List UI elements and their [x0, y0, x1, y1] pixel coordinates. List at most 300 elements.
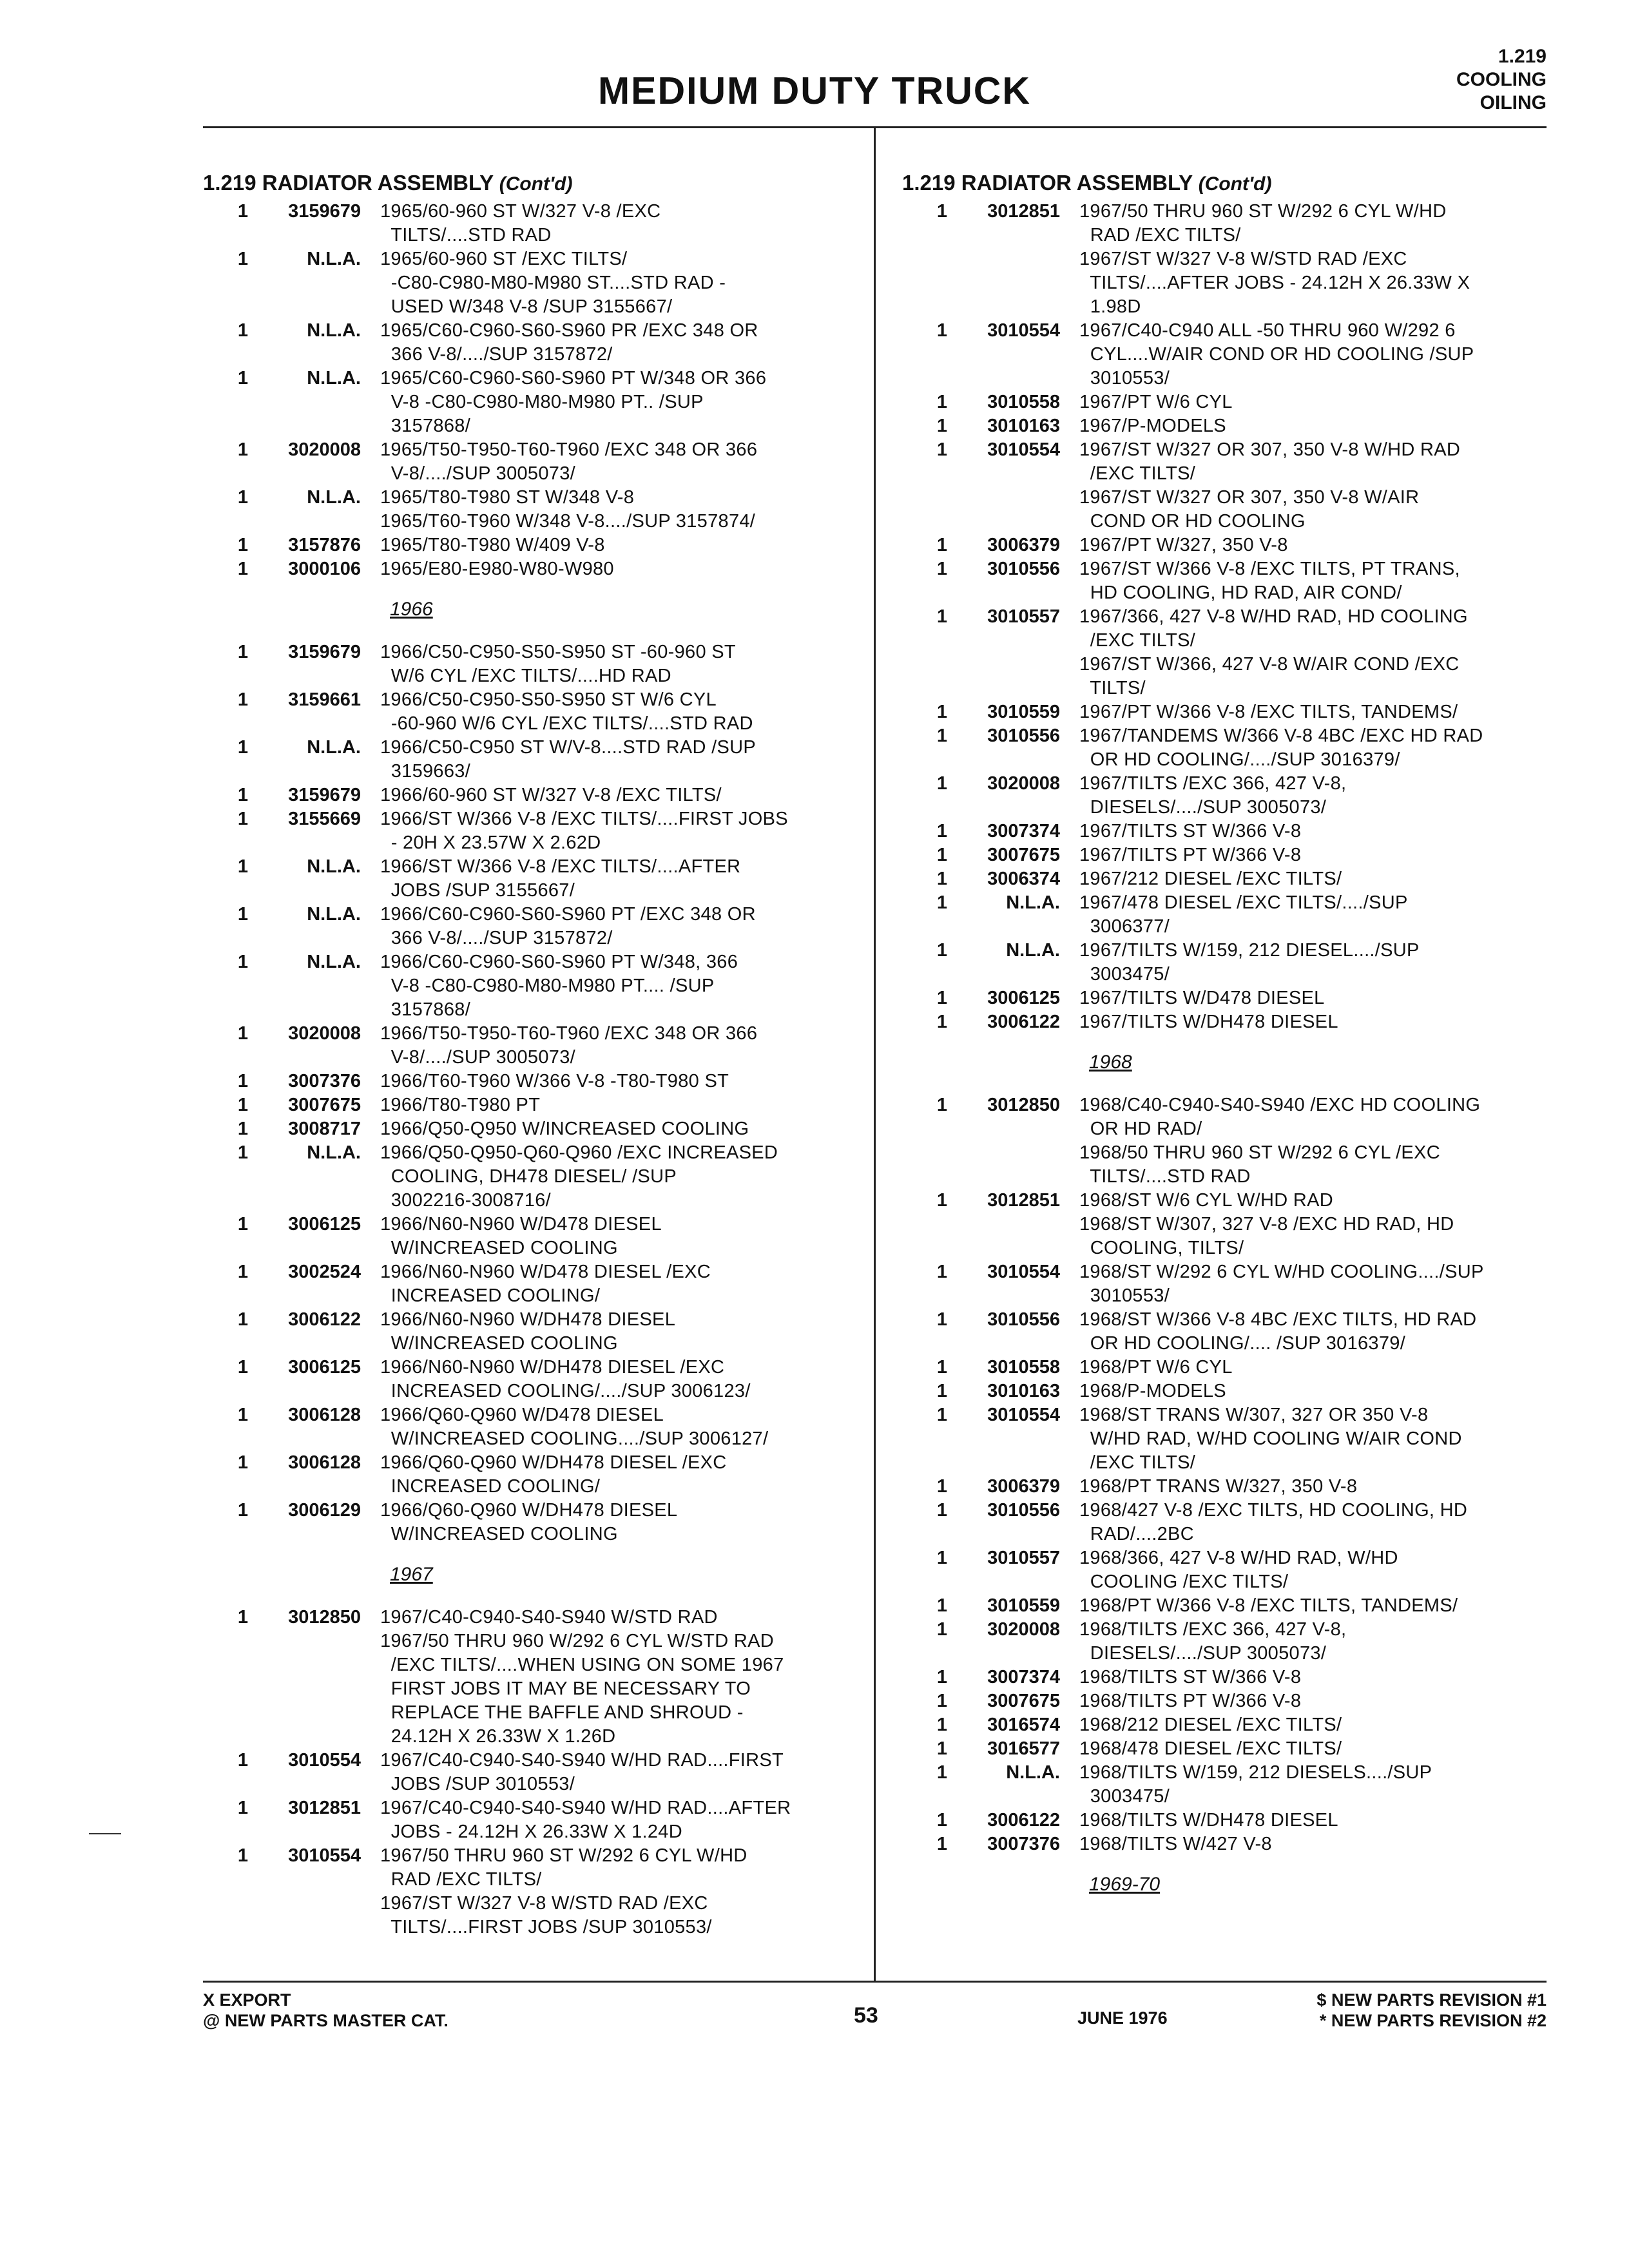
footer-legend-right [1316, 1990, 1547, 2031]
entry-part-number: 3007376 [987, 1834, 1060, 1854]
entry-description [380, 640, 860, 688]
entry-part-number: 3006125 [288, 1214, 361, 1235]
entry-part-number: 3006129 [288, 1500, 361, 1521]
entry-part-number: 3010554 [987, 1262, 1060, 1282]
description-line: 1966/C50-C950 ST W/V-8....STD RAD /SUP [380, 737, 757, 758]
description-line: 1967/P-MODELS [1079, 416, 1226, 436]
description-line: TILTS/....FIRST JOBS /SUP 3010553/ [380, 1917, 712, 1937]
entry-part-number: 3012851 [987, 1190, 1060, 1211]
description-line: 1968/ST W/307, 327 V-8 /EXC HD RAD, HD [1079, 1214, 1454, 1235]
description-line: OR HD COOLING/..../SUP 3016379/ [1079, 749, 1400, 770]
entry-description [1079, 1499, 1559, 1546]
entry-description [1079, 724, 1559, 772]
entry-quantity: 1 [237, 201, 248, 222]
description-line: 1967/ST W/327 V-8 W/STD RAD /EXC [1079, 249, 1407, 269]
entry-quantity: 1 [237, 368, 248, 389]
entry-quantity: 1 [936, 1262, 947, 1282]
part-entry [203, 688, 860, 736]
part-entry [902, 939, 1559, 986]
entry-description [1079, 557, 1559, 605]
entry-description [1079, 1809, 1559, 1832]
entry-description [1079, 891, 1559, 939]
footer-revision-2: * NEW PARTS REVISION #2 [1319, 2011, 1547, 2030]
description-line: 1968/PT W/6 CYL [1079, 1357, 1233, 1378]
description-line: 1968/TILTS W/159, 212 DIESELS..../SUP [1079, 1762, 1432, 1783]
description-line: V-8/..../SUP 3005073/ [380, 1047, 576, 1068]
description-line: 1968/ST W/366 V-8 4BC /EXC TILTS, HD RAD [1079, 1309, 1477, 1330]
entry-part-number: 3020008 [288, 1023, 361, 1044]
entry-quantity: 1 [237, 439, 248, 460]
description-line: 1967/TILTS PT W/366 V-8 [1079, 845, 1302, 865]
part-entry [902, 1761, 1559, 1809]
entry-quantity: 1 [936, 320, 947, 341]
description-line: 1968/212 DIESEL /EXC TILTS/ [1079, 1715, 1342, 1735]
part-entry [902, 533, 1559, 557]
entry-description [380, 1844, 860, 1939]
description-line: 24.12H X 26.33W X 1.26D [380, 1726, 616, 1747]
part-entry [902, 891, 1559, 939]
right-heading-note: (Cont'd) [1198, 173, 1272, 195]
description-line: COOLING, TILTS/ [1079, 1238, 1244, 1258]
entry-quantity: 1 [936, 1405, 947, 1425]
entry-quantity: 1 [237, 642, 248, 662]
description-line: 1967/50 THRU 960 ST W/292 6 CYL W/HD [380, 1845, 747, 1866]
part-entry [902, 772, 1559, 820]
description-line: 1967/PT W/327, 350 V-8 [1079, 535, 1288, 555]
entry-part-number: 3010554 [987, 439, 1060, 460]
part-entry [203, 950, 860, 1022]
left-column [203, 166, 860, 1939]
right-section-heading [902, 166, 1559, 200]
entry-quantity: 1 [936, 1762, 947, 1783]
description-line: 1967/TILTS W/159, 212 DIESEL..../SUP [1079, 940, 1420, 961]
part-entry [902, 986, 1559, 1010]
description-line: 1966/ST W/366 V-8 /EXC TILTS/....FIRST JOBS [380, 809, 788, 829]
entry-part-number: 3016577 [987, 1738, 1060, 1759]
description-line: 1966/T80-T980 PT [380, 1095, 541, 1115]
entry-part-number: 3020008 [987, 773, 1060, 794]
page-number: 53 [854, 2003, 878, 2028]
description-line: V-8 -C80-C980-M80-M980 PT.. /SUP [380, 392, 704, 412]
entry-description [380, 1308, 860, 1356]
entry-description [380, 1117, 860, 1141]
description-line: 3157868/ [380, 999, 471, 1020]
entry-quantity: 1 [237, 535, 248, 555]
description-line: 1965/T80-T980 ST W/348 V-8 [380, 487, 635, 508]
entry-description [380, 783, 860, 807]
description-line: W/6 CYL /EXC TILTS/....HD RAD [380, 666, 671, 686]
entry-part-number: 3010556 [987, 1309, 1060, 1330]
part-entry [902, 438, 1559, 533]
entry-quantity: 1 [936, 702, 947, 722]
entry-description [380, 200, 860, 247]
entry-description [380, 1022, 860, 1070]
part-entry [902, 1832, 1559, 1856]
entry-description [380, 903, 860, 950]
entry-quantity: 1 [936, 559, 947, 579]
description-line: 1967/C40-C940-S40-S940 W/HD RAD....FIRST [380, 1750, 784, 1771]
part-entry [902, 1499, 1559, 1546]
entry-quantity: 1 [936, 1738, 947, 1759]
description-line: TILTS/....AFTER JOBS - 24.12H X 26.33W X [1079, 273, 1470, 293]
part-entry [902, 557, 1559, 605]
entry-description [1079, 1403, 1559, 1475]
part-entry [203, 533, 860, 557]
description-line: INCREASED COOLING/ [380, 1285, 601, 1306]
entry-part-number: 3000106 [288, 559, 361, 579]
description-line: 1967/TILTS /EXC 366, 427 V-8, [1079, 773, 1347, 794]
description-line: 1966/T60-T960 W/366 V-8 -T80-T980 ST [380, 1071, 729, 1091]
entry-description [1079, 1093, 1559, 1189]
part-entry [203, 486, 860, 533]
entry-description [380, 855, 860, 903]
entry-description [1079, 1546, 1559, 1594]
description-line: W/INCREASED COOLING [380, 1333, 618, 1354]
description-line: V-8 -C80-C980-M80-M980 PT.... /SUP [380, 975, 715, 996]
entry-description [1079, 1737, 1559, 1761]
section-number: 1.219 [1498, 46, 1547, 67]
part-entry [902, 1689, 1559, 1713]
entry-description [1079, 390, 1559, 414]
entry-quantity: 1 [936, 821, 947, 841]
description-line: 1966/Q50-Q950-Q60-Q960 /EXC INCREASED [380, 1142, 778, 1163]
entry-description [380, 1070, 860, 1093]
part-entry [203, 438, 860, 486]
entry-quantity: 1 [237, 1023, 248, 1044]
description-line: RAD/....2BC [1079, 1524, 1194, 1544]
description-line: 1967/478 DIESEL /EXC TILTS/..../SUP [1079, 892, 1408, 913]
entry-quantity: 1 [237, 1500, 248, 1521]
description-line: INCREASED COOLING/ [380, 1476, 601, 1497]
publication-date: JUNE 1976 [1077, 2008, 1168, 2028]
entry-description [380, 688, 860, 736]
description-line: 1966/C50-C950-S50-S950 ST -60-960 ST [380, 642, 736, 662]
entry-part-number: N.L.A. [307, 952, 361, 972]
part-entry [203, 1749, 860, 1796]
entry-description [1079, 319, 1559, 390]
description-line: 1966/C50-C950-S50-S950 ST W/6 CYL [380, 689, 717, 710]
part-entry [203, 1356, 860, 1403]
part-entry [902, 1713, 1559, 1737]
entry-part-number: 3012851 [288, 1798, 361, 1818]
description-line: 1967/PT W/366 V-8 /EXC TILTS, TANDEMS/ [1079, 702, 1458, 722]
entry-quantity: 1 [237, 785, 248, 805]
description-line: 3159663/ [380, 761, 471, 782]
description-line: 1968/427 V-8 /EXC TILTS, HD COOLING, HD [1079, 1500, 1468, 1521]
page-title: MEDIUM DUTY TRUCK [597, 70, 1032, 112]
entry-quantity: 1 [936, 606, 947, 627]
entry-description [1079, 438, 1559, 533]
description-line: W/INCREASED COOLING..../SUP 3006127/ [380, 1428, 769, 1449]
description-line: 1965/C60-C960-S60-S960 PT W/348 OR 366 [380, 368, 767, 389]
year-heading-text: 1967 [390, 1564, 433, 1585]
part-entry [902, 605, 1559, 700]
description-line: 1967/212 DIESEL /EXC TILTS/ [1079, 869, 1342, 889]
entry-description [380, 807, 860, 855]
description-line: W/INCREASED COOLING [380, 1238, 618, 1258]
entry-part-number: 3006128 [288, 1452, 361, 1473]
left-section-heading [203, 166, 860, 200]
entry-part-number: 3006122 [987, 1012, 1060, 1032]
description-line: 1968/TILTS ST W/366 V-8 [1079, 1667, 1302, 1687]
right-column [902, 166, 1559, 1916]
entry-description [1079, 820, 1559, 843]
description-line: 1967/50 THRU 960 ST W/292 6 CYL W/HD [1079, 201, 1447, 222]
description-line: 366 V-8/..../SUP 3157872/ [380, 928, 613, 948]
description-line: HD COOLING, HD RAD, AIR COND/ [1079, 582, 1402, 603]
entry-description [1079, 1010, 1559, 1034]
description-line: 1965/60-960 ST W/327 V-8 /EXC [380, 201, 661, 222]
entry-part-number: 3002524 [288, 1262, 361, 1282]
part-entry [902, 700, 1559, 724]
entry-part-number: N.L.A. [307, 904, 361, 925]
part-entry [902, 1356, 1559, 1379]
part-entry [902, 1010, 1559, 1034]
entry-quantity: 1 [936, 1357, 947, 1378]
entry-description [1079, 700, 1559, 724]
description-line: TILTS/....STD RAD [1079, 1166, 1251, 1187]
entry-description [1079, 986, 1559, 1010]
entry-part-number: 3016574 [987, 1715, 1060, 1735]
year-heading [902, 1867, 1559, 1903]
entry-description [380, 1749, 860, 1796]
entry-quantity: 1 [237, 809, 248, 829]
description-line: FIRST JOBS IT MAY BE NECESSARY TO [380, 1678, 751, 1699]
entry-quantity: 1 [237, 1071, 248, 1091]
description-line: 1967/TILTS W/D478 DIESEL [1079, 988, 1325, 1008]
entry-quantity: 1 [936, 1476, 947, 1497]
entry-description [380, 1403, 860, 1451]
description-line: 1966/N60-N960 W/DH478 DIESEL [380, 1309, 676, 1330]
part-entry [902, 1379, 1559, 1403]
entry-quantity: 1 [936, 892, 947, 913]
footer-export-note: X EXPORT [203, 1990, 291, 2010]
entry-quantity: 1 [936, 1381, 947, 1401]
description-line: RAD /EXC TILTS/ [380, 1869, 542, 1890]
part-entry [203, 557, 860, 581]
part-entry [203, 1796, 860, 1844]
part-entry [203, 1213, 860, 1260]
description-line: 1965/E80-E980-W80-W980 [380, 559, 614, 579]
entry-quantity: 1 [237, 249, 248, 269]
entry-description [380, 1606, 860, 1749]
section-line-cooling: COOLING [1456, 69, 1547, 90]
entry-part-number: N.L.A. [307, 737, 361, 758]
entry-description [1079, 1475, 1559, 1499]
description-line: 1967/ST W/327 V-8 W/STD RAD /EXC [380, 1893, 708, 1914]
entry-description [380, 486, 860, 533]
description-line: 1968/366, 427 V-8 W/HD RAD, W/HD [1079, 1548, 1398, 1568]
entry-quantity: 1 [237, 1607, 248, 1628]
entry-part-number: 3010554 [288, 1750, 361, 1771]
entry-description [380, 1213, 860, 1260]
entry-quantity: 1 [936, 1190, 947, 1211]
part-entry [203, 1260, 860, 1308]
entry-quantity: 1 [237, 952, 248, 972]
part-entry [902, 319, 1559, 390]
entry-description [1079, 605, 1559, 700]
entry-quantity: 1 [237, 1142, 248, 1163]
entry-part-number: N.L.A. [307, 487, 361, 508]
description-line: 1968/TILTS W/427 V-8 [1079, 1834, 1272, 1854]
entry-quantity: 1 [936, 535, 947, 555]
entry-quantity: 1 [237, 487, 248, 508]
entry-quantity: 1 [237, 737, 248, 758]
entry-part-number: N.L.A. [307, 856, 361, 877]
entry-part-number: 3007374 [987, 821, 1060, 841]
entry-description [1079, 1260, 1559, 1308]
entry-description [380, 1356, 860, 1403]
entry-description [380, 1260, 860, 1308]
description-line: 1966/60-960 ST W/327 V-8 /EXC TILTS/ [380, 785, 722, 805]
description-line: 1966/ST W/366 V-8 /EXC TILTS/....AFTER [380, 856, 741, 877]
margin-mark [89, 1833, 121, 1834]
entry-quantity: 1 [936, 1500, 947, 1521]
entry-part-number: 3006374 [987, 869, 1060, 889]
entry-part-number: 3010554 [987, 320, 1060, 341]
description-line: COND OR HD COOLING [1079, 511, 1306, 532]
description-line: 1968/478 DIESEL /EXC TILTS/ [1079, 1738, 1342, 1759]
entry-part-number: N.L.A. [307, 249, 361, 269]
entry-quantity: 1 [237, 1750, 248, 1771]
entry-description [380, 533, 860, 557]
entry-quantity: 1 [237, 856, 248, 877]
description-line: 1967/366, 427 V-8 W/HD RAD, HD COOLING [1079, 606, 1468, 627]
description-line: 366 V-8/..../SUP 3157872/ [380, 344, 613, 365]
description-line: USED W/348 V-8 /SUP 3155667/ [380, 296, 673, 317]
part-entry [902, 200, 1559, 319]
part-entry [902, 1809, 1559, 1832]
description-line: 1965/T50-T950-T60-T960 /EXC 348 OR 366 [380, 439, 758, 460]
entry-quantity: 1 [237, 904, 248, 925]
part-entry [902, 1260, 1559, 1308]
description-line: 1967/PT W/6 CYL [1079, 392, 1233, 412]
entry-description [380, 247, 860, 319]
description-line: 1966/N60-N960 W/D478 DIESEL /EXC [380, 1262, 711, 1282]
part-entry [203, 1141, 860, 1213]
entry-part-number: 3007675 [987, 1691, 1060, 1711]
entry-part-number: 3155669 [288, 809, 361, 829]
entry-description [1079, 414, 1559, 438]
part-entry [203, 367, 860, 438]
description-line: 3157868/ [380, 416, 471, 436]
entry-quantity: 1 [237, 689, 248, 710]
entry-part-number: 3012851 [987, 201, 1060, 222]
description-line: /EXC TILTS/ [1079, 463, 1196, 484]
description-line: 1967/ST W/366, 427 V-8 W/AIR COND /EXC [1079, 654, 1460, 675]
part-entry [203, 736, 860, 783]
description-line: 1965/T80-T980 W/409 V-8 [380, 535, 605, 555]
entry-description [1079, 1189, 1559, 1260]
entry-part-number: 3010556 [987, 726, 1060, 746]
description-line: 1966/Q60-Q960 W/DH478 DIESEL /EXC [380, 1452, 727, 1473]
year-heading-text: 1966 [390, 599, 433, 620]
entry-part-number: 3010558 [987, 1357, 1060, 1378]
entry-part-number: 3020008 [288, 439, 361, 460]
entry-quantity: 1 [237, 1262, 248, 1282]
description-line: 1966/T50-T950-T60-T960 /EXC 348 OR 366 [380, 1023, 758, 1044]
entry-quantity: 1 [936, 988, 947, 1008]
entry-part-number: 3020008 [987, 1619, 1060, 1640]
description-line: 1967/C40-C940 ALL -50 THRU 960 W/292 6 [1079, 320, 1456, 341]
entry-description [380, 1093, 860, 1117]
entry-part-number: N.L.A. [307, 1142, 361, 1163]
description-line: COOLING /EXC TILTS/ [1079, 1571, 1289, 1592]
description-line: 1967/TANDEMS W/366 V-8 4BC /EXC HD RAD [1079, 726, 1483, 746]
description-line: /EXC TILTS/....WHEN USING ON SOME 1967 [380, 1655, 784, 1675]
description-line: 1966/Q50-Q950 W/INCREASED COOLING [380, 1119, 749, 1139]
part-entry [902, 1093, 1559, 1189]
entry-quantity: 1 [936, 392, 947, 412]
entry-quantity: 1 [936, 940, 947, 961]
entry-part-number: 3159679 [288, 785, 361, 805]
part-entry [203, 1499, 860, 1546]
description-line: 1966/C60-C960-S60-S960 PT W/348, 366 [380, 952, 738, 972]
entry-description [380, 1796, 860, 1844]
part-entry [203, 1844, 860, 1939]
description-line: 1965/60-960 ST /EXC TILTS/ [380, 249, 628, 269]
entry-quantity: 1 [936, 869, 947, 889]
part-entry [902, 1618, 1559, 1666]
year-heading [203, 591, 860, 628]
part-entry [203, 1308, 860, 1356]
part-entry [902, 1666, 1559, 1689]
part-entry [902, 1403, 1559, 1475]
entry-quantity: 1 [237, 1119, 248, 1139]
entry-quantity: 1 [936, 1715, 947, 1735]
description-line: -C80-C980-M80-M980 ST....STD RAD - [380, 273, 726, 293]
description-line: OR HD RAD/ [1079, 1119, 1202, 1139]
part-entry [203, 1093, 860, 1117]
left-heading-note: (Cont'd) [499, 173, 573, 195]
description-line: TILTS/....STD RAD [380, 225, 552, 245]
entry-description [1079, 1666, 1559, 1689]
entry-quantity: 1 [237, 1095, 248, 1115]
part-entry [203, 1606, 860, 1749]
entry-part-number: 3007675 [288, 1095, 361, 1115]
entry-description [1079, 1594, 1559, 1618]
description-line: 1967/ST W/327 OR 307, 350 V-8 W/AIR [1079, 487, 1420, 508]
section-line-oiling: OILING [1480, 92, 1547, 113]
entry-quantity: 1 [936, 1012, 947, 1032]
description-line: 1968/TILTS PT W/366 V-8 [1079, 1691, 1302, 1711]
description-line: - 20H X 23.57W X 2.62D [380, 832, 601, 853]
entry-quantity: 1 [237, 1405, 248, 1425]
part-entry [902, 1308, 1559, 1356]
year-heading-text: 1968 [1089, 1052, 1132, 1073]
entry-quantity: 1 [936, 1619, 947, 1640]
left-heading-text: 1.219 RADIATOR ASSEMBLY [203, 171, 494, 195]
footer-revision-1: $ NEW PARTS REVISION #1 [1316, 1990, 1547, 2010]
description-line: OR HD COOLING/.... /SUP 3016379/ [1079, 1333, 1406, 1354]
entry-part-number: 3007376 [288, 1071, 361, 1091]
entry-description [1079, 843, 1559, 867]
entry-description [1079, 1618, 1559, 1666]
part-entry [902, 820, 1559, 843]
description-line: 1968/C40-C940-S40-S940 /EXC HD COOLING [1079, 1095, 1481, 1115]
part-entry [203, 855, 860, 903]
entry-quantity: 1 [936, 1667, 947, 1687]
entry-description [1079, 1713, 1559, 1737]
entry-description [380, 736, 860, 783]
entry-part-number: 3159661 [288, 689, 361, 710]
description-line: 1966/Q60-Q960 W/D478 DIESEL [380, 1405, 664, 1425]
entry-quantity: 1 [936, 1691, 947, 1711]
part-entry [902, 724, 1559, 772]
description-line: 1968/PT TRANS W/327, 350 V-8 [1079, 1476, 1358, 1497]
part-entry [902, 843, 1559, 867]
entry-part-number: 3010163 [987, 416, 1060, 436]
